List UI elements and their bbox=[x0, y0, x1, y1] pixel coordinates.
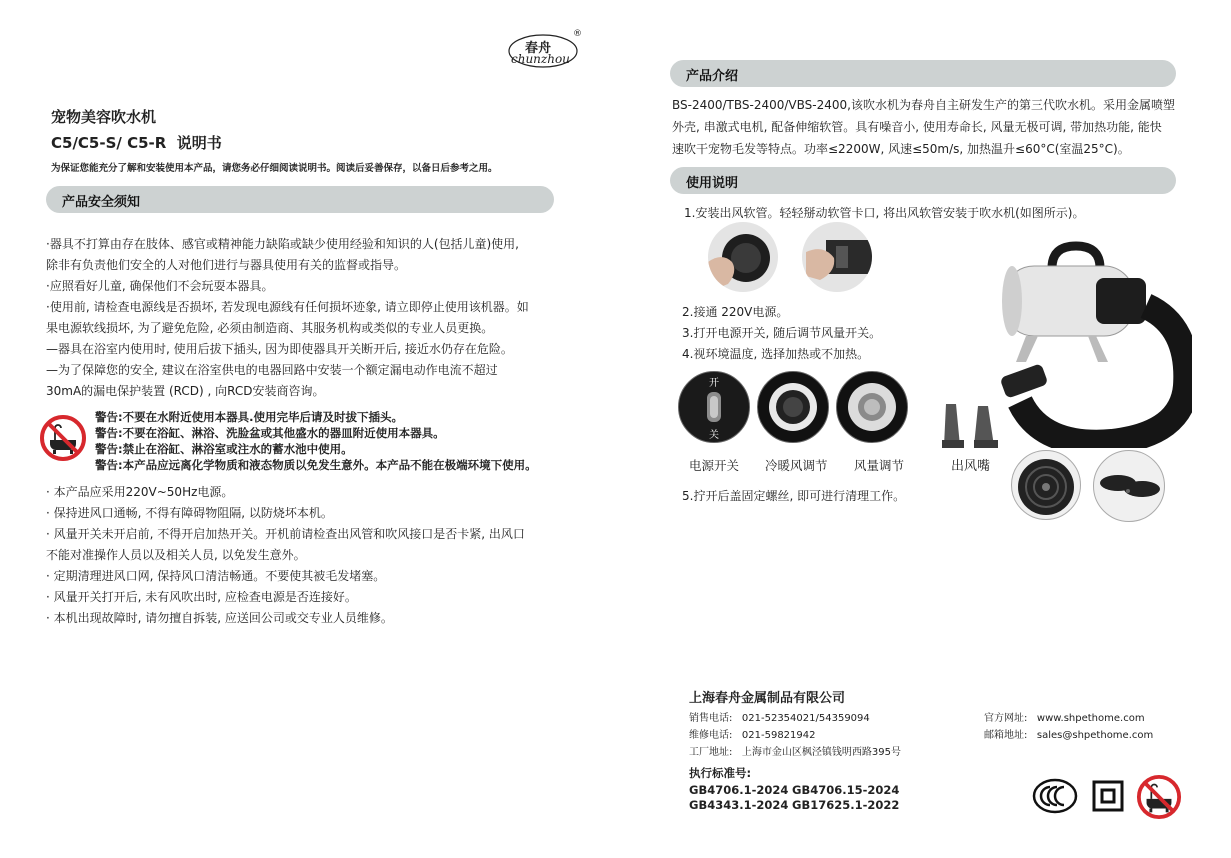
usage-heading-bar bbox=[670, 167, 1176, 194]
safety-line: · 本产品应采用220V~50Hz电源。 bbox=[46, 485, 234, 499]
logo-en: chunzhou bbox=[511, 52, 570, 66]
standards-heading: 执行标准号: bbox=[689, 766, 752, 780]
safety-line: ·应照看好儿童, 确保他们不会玩耍本器具。 bbox=[46, 279, 274, 293]
company-name: 上海春舟金属制品有限公司 bbox=[689, 691, 846, 706]
intro-heading: 产品介绍 bbox=[686, 69, 739, 84]
safety-paragraphs-a bbox=[46, 234, 529, 402]
intro-line: BS-2400/TBS-2400/VBS-2400,该吹水机为春舟自主研发生产的第三代吹水机。采用金属喷塑 bbox=[672, 98, 1175, 112]
usage-step-5: 5.拧开后盖固定螺丝, 即可进行清理工作。 bbox=[682, 489, 906, 503]
usage-step: 4.视环境温度, 选择加热或不加热。 bbox=[682, 347, 870, 361]
safety-heading: 产品安全须知 bbox=[62, 195, 141, 210]
ccc-certification-icon bbox=[1032, 778, 1078, 814]
safety-line: 除非有负责他们安全的人对他们进行与器具使用有关的监督或指导。 bbox=[46, 258, 407, 272]
intro-line: 外壳, 串激式电机, 配备伸缩软管。具有噪音小, 使用寿命长, 风量无极可调, 带加热功能, 能快 bbox=[672, 120, 1162, 134]
brand-logo bbox=[505, 30, 585, 70]
caption-airflow-adjust: 风量调节 bbox=[854, 458, 905, 473]
double-insulation-icon bbox=[1092, 780, 1124, 812]
rear-cover-photo-2 bbox=[1093, 450, 1165, 522]
safety-line: · 保持进风口通畅, 不得有障碍物阻隔, 以防烧坏本机。 bbox=[46, 506, 333, 520]
airflow-knob-photo bbox=[836, 371, 908, 443]
warning-list bbox=[95, 409, 537, 473]
warning-line: 警告:不要在水附近使用本器具.使用完毕后请及时拔下插头。 bbox=[95, 410, 403, 424]
usage-step: 2.接通 220V电源。 bbox=[682, 305, 789, 319]
standard-item: GB4706.1-2024 bbox=[689, 783, 789, 797]
usage-step-1: 1.安装出风软管。轻轻掰动软管卡口, 将出风软管安装于吹水机(如图所示)。 bbox=[684, 206, 1085, 220]
website: 官方网址: www.shpethome.com bbox=[984, 713, 1145, 724]
no-bathtub-icon-footer bbox=[1136, 774, 1182, 820]
standard-item: GB17625.1-2022 bbox=[792, 798, 900, 812]
switch-on-label: 开 bbox=[709, 378, 719, 389]
warning-line: 警告:禁止在浴缸、淋浴室或注水的蓄水池中使用。 bbox=[95, 442, 353, 456]
safety-line: · 风量开关未开启前, 不得开启加热开关。开机前请检查出风管和吹风接口是否卡紧, 出风口 bbox=[46, 527, 525, 541]
caption-power-switch: 电源开关 bbox=[689, 458, 740, 473]
caption-heat-adjust: 冷暖风调节 bbox=[765, 458, 828, 473]
rear-cover-photo-1 bbox=[1011, 450, 1081, 520]
hose-install-photo-2 bbox=[802, 222, 872, 292]
service-phone: 维修电话: 021-59821942 bbox=[689, 730, 816, 741]
no-bathtub-warning-icon bbox=[39, 414, 87, 462]
safety-line: 果电源软线损坏, 为了避免危险, 必须由制造商、其服务机构或类似的专业人员更换。 bbox=[46, 321, 494, 335]
safety-line: —为了保障您的安全, 建议在浴室供电的电器回路中安装一个额定漏电动作电流不超过 bbox=[46, 363, 498, 377]
logo-cn: 春舟 bbox=[525, 41, 552, 56]
usage-heading: 使用说明 bbox=[686, 176, 739, 191]
safety-line: · 风量开关打开后, 未有风吹出时, 应检查电源是否连接好。 bbox=[46, 590, 357, 604]
safety-line: 30mA的漏电保护装置 (RCD) , 向RCD安装商咨询。 bbox=[46, 384, 325, 398]
nozzle-photo bbox=[940, 400, 1002, 452]
heat-knob-photo bbox=[757, 371, 829, 443]
warning-line: 警告:不要在浴缸、淋浴、洗脸盆或其他盛水的器皿附近使用本器具。 bbox=[95, 426, 445, 440]
usage-step: 3.打开电源开关, 随后调节风量开关。 bbox=[682, 326, 882, 340]
factory-address: 工厂地址: 上海市金山区枫泾镇钱明西路395号 bbox=[689, 747, 901, 758]
hose-install-photo-1 bbox=[708, 222, 778, 292]
safety-line: —器具在浴室内使用时, 使用后拔下插头, 因为即使器具开关断开后, 接近水仍存在危险。 bbox=[46, 342, 513, 356]
email: 邮箱地址: sales@shpethome.com bbox=[984, 730, 1154, 741]
company-contacts bbox=[689, 710, 901, 761]
safety-line: ·器具不打算由存在肢体、感官或精神能力缺陷或缺少使用经验和知识的人(包括儿童)使用, bbox=[46, 237, 519, 251]
standard-item: GB4706.15-2024 bbox=[792, 783, 900, 797]
read-notice: 为保证您能充分了解和安装使用本产品，请您务必仔细阅读说明书。阅读后妥善保存，以备日后参考之用。 bbox=[51, 163, 498, 174]
intro-heading-bar bbox=[670, 60, 1176, 87]
safety-line: 不能对准操作人员以及相关人员, 以免发生意外。 bbox=[46, 548, 306, 562]
intro-line: 速吹干宠物毛发等特点。功率≤2200W, 风速≤50m/s, 加热温升≤60°C(室温25°C)。 bbox=[672, 142, 1130, 156]
safety-paragraphs-b bbox=[46, 482, 525, 629]
dryer-product-image bbox=[996, 236, 1192, 448]
model-title: C5/C5-S/ C5-R 说明书 bbox=[51, 134, 222, 152]
usage-steps bbox=[682, 302, 881, 365]
caption-nozzle: 出风嘴 bbox=[951, 459, 991, 474]
safety-line: ·使用前, 请检查电源线是否损坏, 若发现电源线有任何损坏迹象, 请立即停止使用该机器。如 bbox=[46, 300, 529, 314]
standard-item: GB4343.1-2024 bbox=[689, 798, 789, 812]
safety-line: · 本机出现故障时, 请勿擅自拆装, 应送回公司或交专业人员维修。 bbox=[46, 611, 393, 625]
switch-off-label: 关 bbox=[709, 430, 719, 441]
company-web bbox=[984, 710, 1153, 744]
power-switch-photo bbox=[678, 371, 750, 443]
warning-line: 警告:本产品应远离化学物质和液态物质以免发生意外。本产品不能在极端环境下使用。 bbox=[95, 458, 537, 472]
registered-mark: ® bbox=[573, 29, 582, 39]
intro-text bbox=[672, 94, 1175, 160]
product-title: 宠物美容吹水机 bbox=[51, 108, 157, 126]
sales-phone: 销售电话: 021-52354021/54359094 bbox=[689, 713, 870, 724]
safety-line: · 定期清理进风口网, 保持风口清洁畅通。不要使其被毛发堵塞。 bbox=[46, 569, 386, 583]
safety-heading-bar bbox=[46, 186, 554, 213]
